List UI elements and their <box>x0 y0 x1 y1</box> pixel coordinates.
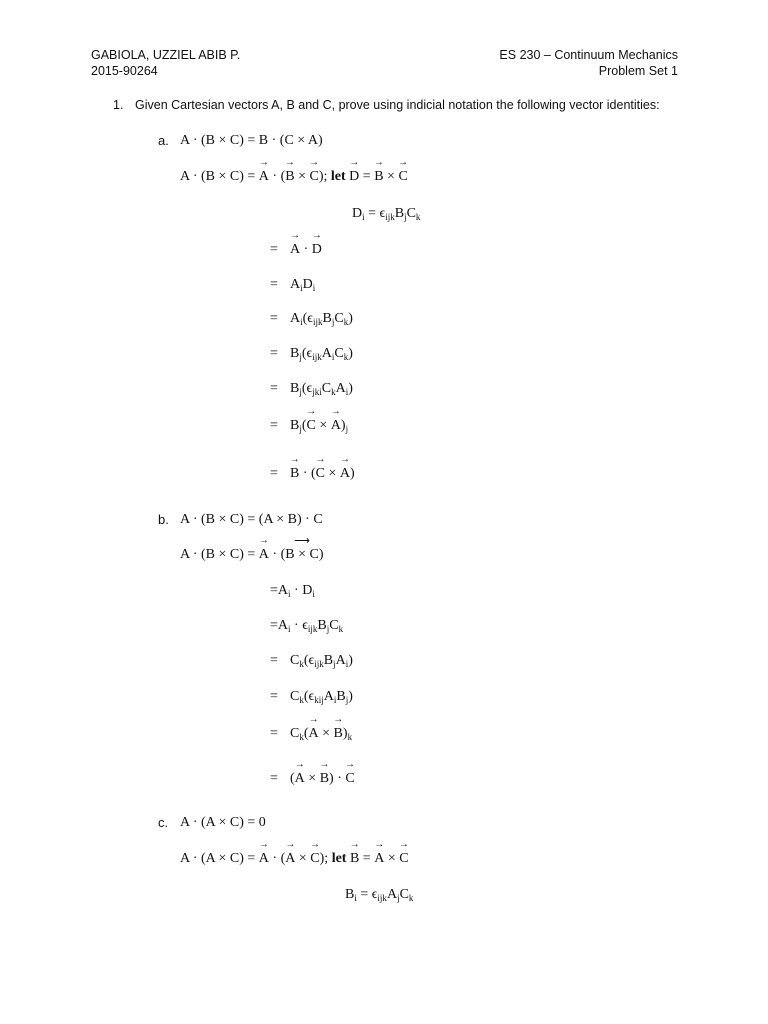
part-a-label: a. <box>158 133 169 148</box>
part-a-step-0: A · (B × C) = → A · (→ B × → C); let → D = → B × → C <box>180 168 408 186</box>
part-b-step-0: A · (B × C) = → A · (⟶ B × C) <box>180 546 324 564</box>
part-b <box>158 512 169 527</box>
part-a-step-3: = $A_i(\epsilon_{ijk}B_jC_k)$ <box>270 311 353 327</box>
part-b-step-3: = $C_k(\epsilon_{ijk}B_jA_i)$ <box>270 653 353 669</box>
part-b-step-6: = (→ A × → B) · → C <box>270 770 355 788</box>
part-b-step-5: = $C_k(\to A$ × → $B)_k$ <box>270 725 352 743</box>
author-block <box>91 47 240 79</box>
question-number: 1. <box>113 98 124 112</box>
part-b-step-1: $=A_i \cdot D_i$ <box>270 583 315 599</box>
part-a-step-5: = $B_j(\epsilon_{jki}C_kA_i)$ <box>270 381 353 397</box>
part-a-step-6: = $B_j(\to C$ × → $A)_j$ <box>270 417 348 435</box>
part-b-label: b. <box>158 512 169 527</box>
course-title: ES 230 – Continuum Mechanics <box>499 48 678 62</box>
author-name: GABIOLA, UZZIEL ABIB P. <box>91 48 241 62</box>
part-c-step-0: A · (A × C) = → A · (→ A × → C); let → B = → A × → C <box>180 850 409 868</box>
part-c <box>158 815 168 830</box>
question-1 <box>113 98 660 112</box>
course-block <box>499 47 678 79</box>
part-b-step-2: $=A_i \cdot \epsilon_{ijk}B_jC_k$ <box>270 618 344 634</box>
part-a-step-7: =→ B · (→ C × → A) <box>270 465 355 483</box>
student-number: 2015-90264 <box>91 64 158 78</box>
part-a <box>158 133 169 148</box>
part-a-step-2: = $A_iD_i$ <box>270 277 316 293</box>
part-b-step-4: = $C_k(\epsilon_{kij}A_iB_j)$ <box>270 689 353 705</box>
part-a-step-def: $D_i = \epsilon_{ijk}B_jC_k$ <box>352 206 421 222</box>
part-a-step-1: =→ A · → D <box>270 241 322 259</box>
question-text: Given Cartesian vectors A, B and C, prove using indicial notation the following vector identities: <box>135 98 660 112</box>
problem-set-label: Problem Set 1 <box>598 64 678 78</box>
part-a-statement: A · (B × C) = B · (C × A) <box>180 133 323 148</box>
part-a-step-4: = $B_j(\epsilon_{ijk}A_iC_k)$ <box>270 346 353 362</box>
part-c-statement: A · (A × C) = 0 <box>180 815 266 830</box>
part-b-statement: A · (B × C) = (A × B) · C <box>180 512 323 527</box>
part-c-label: c. <box>158 815 169 830</box>
part-c-step-def: $B_i = \epsilon_{ijk}A_jC_k$ <box>345 887 414 903</box>
